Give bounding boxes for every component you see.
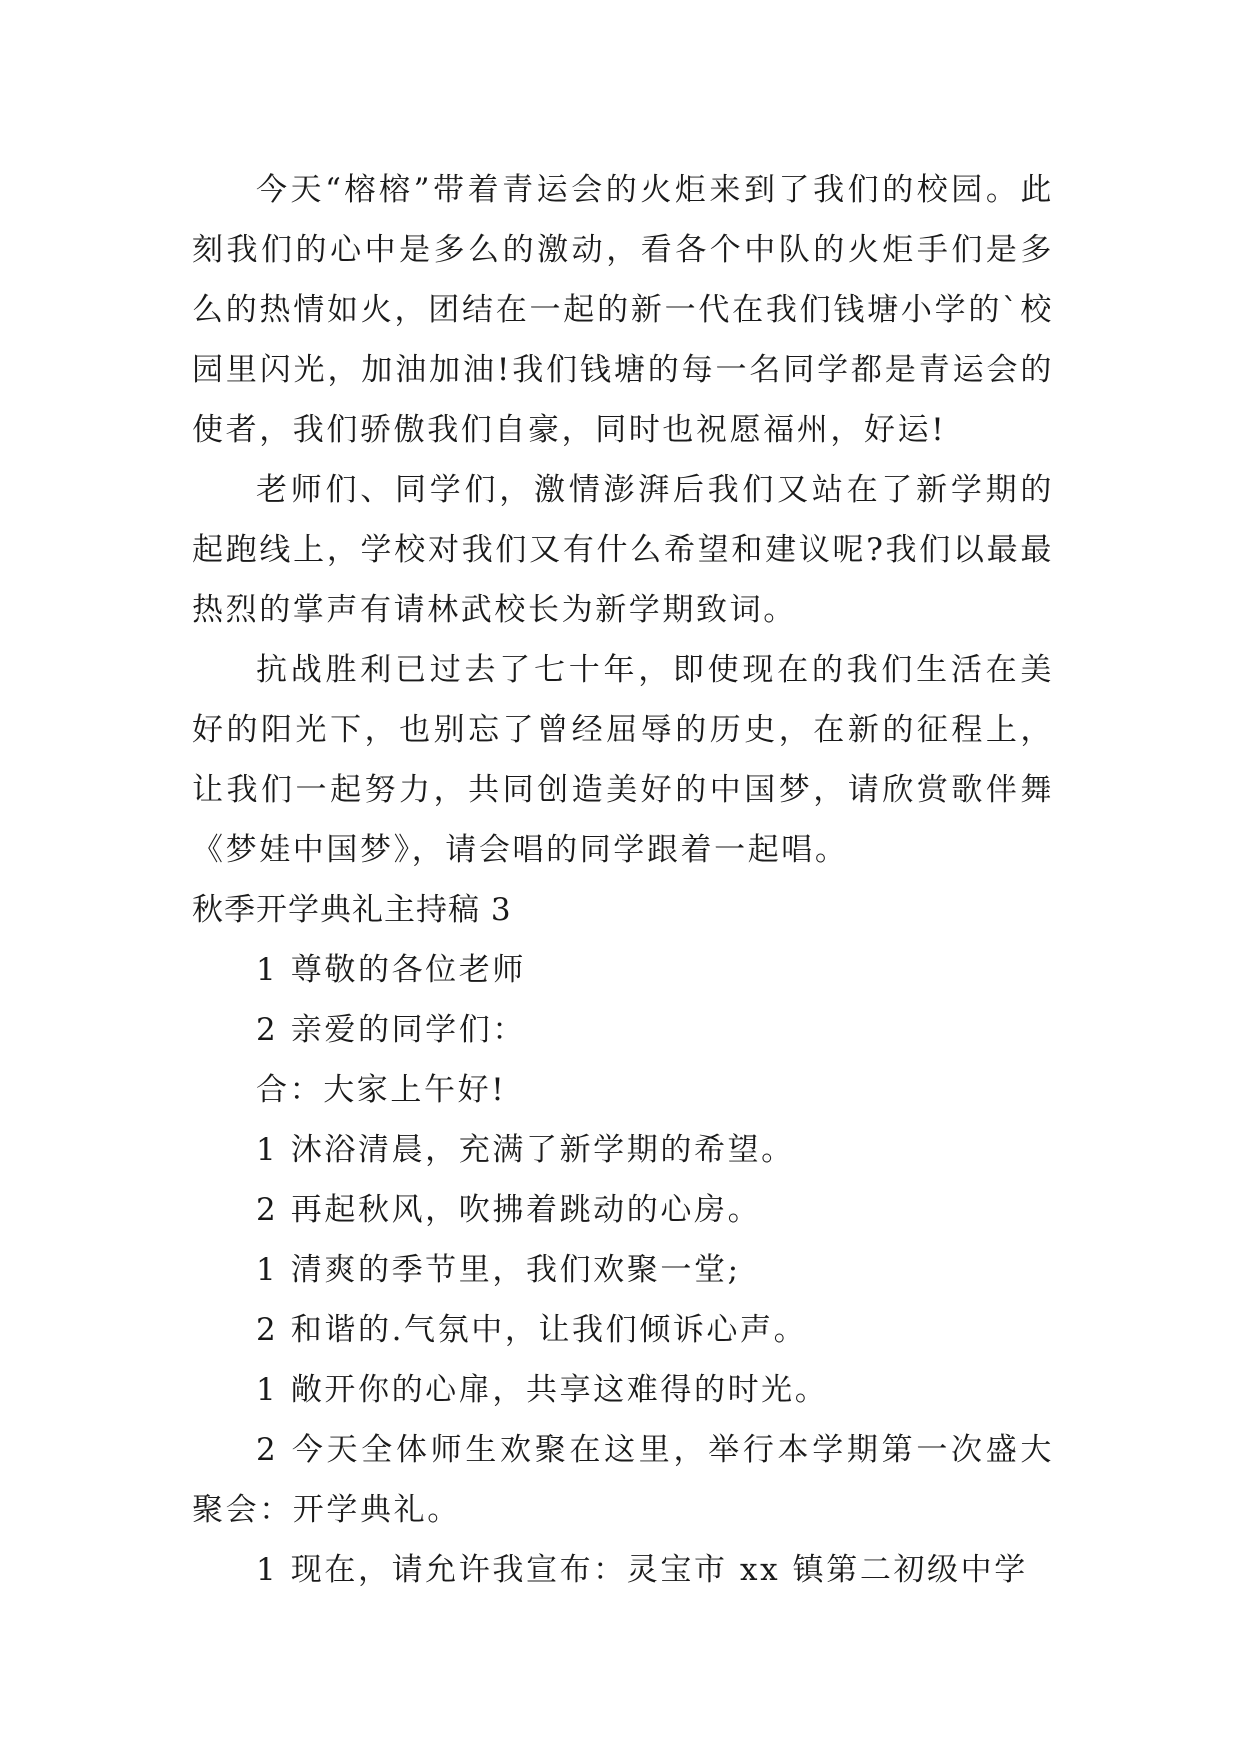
script-line: 2 和谐的.气氛中，让我们倾诉心声。: [256, 1312, 808, 1348]
script-line: 1 清爽的季节里，我们欢聚一堂;: [256, 1252, 741, 1288]
document-body: [192, 160, 1054, 1600]
script-line: 1 沐浴清晨，充满了新学期的希望。: [256, 1132, 795, 1168]
script-line: 1 现在，请允许我宣布：灵宝市 xx 镇第二初级中学: [256, 1552, 1028, 1588]
section-title: 秋季开学典礼主持稿 3: [192, 892, 512, 928]
script-line: 1 尊敬的各位老师: [256, 952, 526, 988]
script-line: 1 敞开你的心扉，共享这难得的时光。: [256, 1372, 829, 1408]
paragraph-chinese-dream: 抗战胜利已过去了七十年，即使现在的我们生活在美好的阳光下，也别忘了曾经屈辱的历史，在新的征程上，让我们一起努力，共同创造美好的中国梦，请欣赏歌伴舞《梦娃中国梦》，请会唱的同学跟着一起唱。: [192, 652, 1054, 868]
paragraph-principal-invite: 老师们、同学们，激情澎湃后我们又站在了新学期的起跑线上，学校对我们又有什么希望和建议呢?我们以最最热烈的掌声有请林武校长为新学期致词。: [192, 472, 1054, 628]
paragraph-torch-relay: 今天“榕榕”带着青运会的火炬来到了我们的校园。此刻我们的心中是多么的激动，看各个中队的火炬手们是多么的热情如火，团结在一起的新一代在我们钱塘小学的`校园里闪光，加油加油!我们钱塘的每一名同学都是青运会的使者，我们骄傲我们自豪，同时也祝愿福州，好运!: [192, 172, 1054, 448]
script-line: 合：大家上午好!: [256, 1072, 507, 1108]
script-line: 2 今天全体师生欢聚在这里，举行本学期第一次盛大聚会：开学典礼。: [192, 1432, 1054, 1528]
script-line: 2 亲爱的同学们：: [256, 1012, 526, 1048]
script-line: 2 再起秋风，吹拂着跳动的心房。: [256, 1192, 762, 1228]
